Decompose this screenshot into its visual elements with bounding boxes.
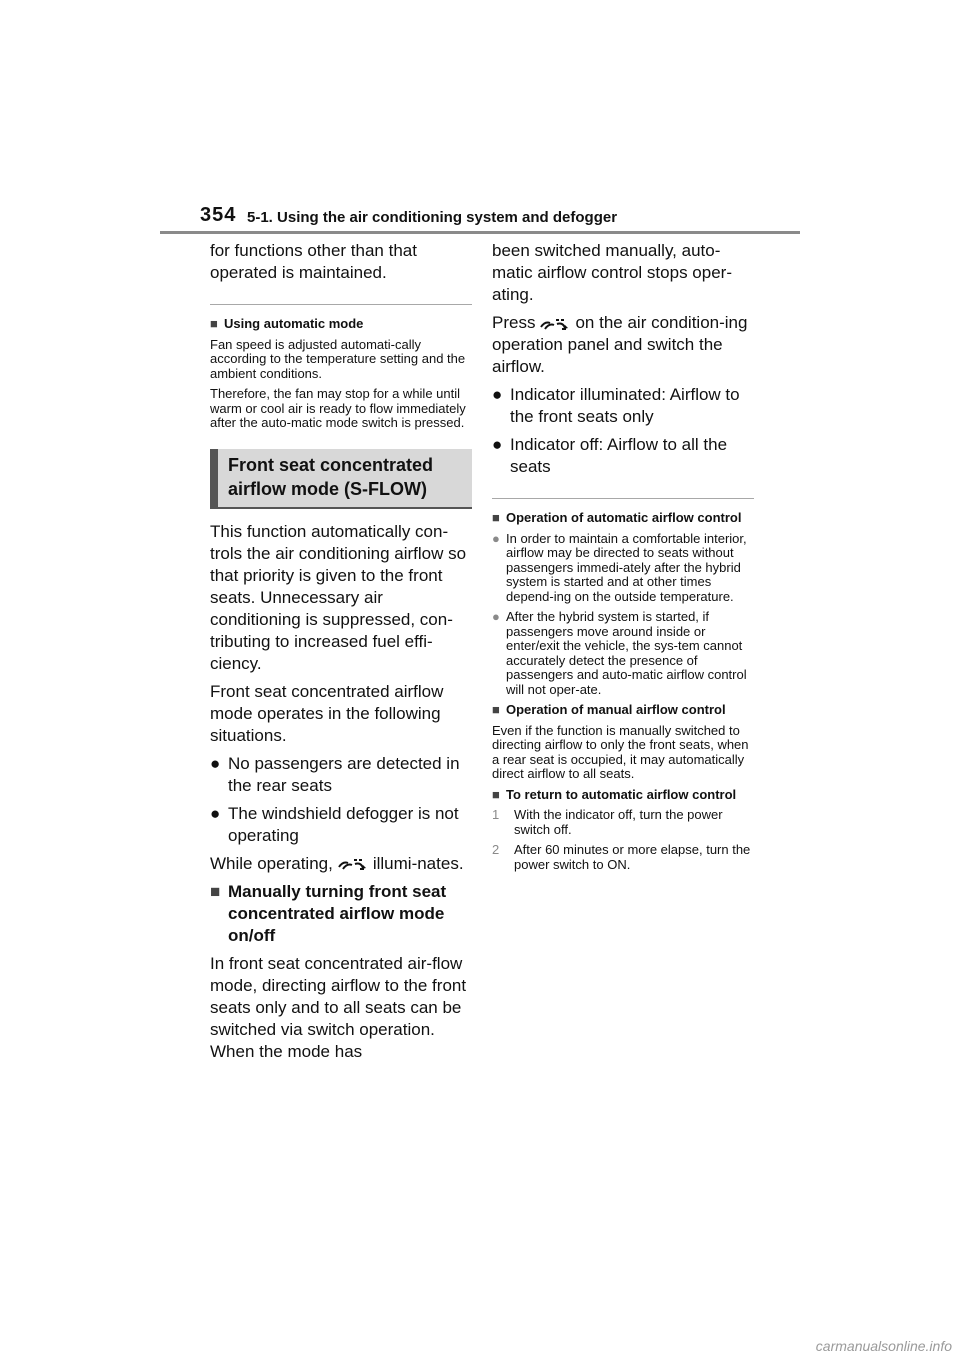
- section-title: Front seat concentrated airflow mode (S-FLOW): [228, 454, 434, 499]
- step-item: [492, 808, 754, 837]
- left-column: [210, 240, 472, 1069]
- return-auto-heading: [492, 788, 754, 803]
- while-operating-text: [210, 853, 472, 875]
- watermark: carmanualsonline.info: [815, 1338, 952, 1354]
- bullet-marker: ●: [492, 385, 503, 404]
- auto-control-heading: [492, 511, 754, 526]
- section-header: [210, 449, 472, 509]
- chapter-title: 5-1. Using the air conditioning system and defogger: [247, 209, 618, 226]
- s-flow-icon: [337, 857, 369, 871]
- square-marker: ■: [210, 316, 218, 331]
- description-2: Front seat concentrated airflow mode operates in the following situations.: [210, 681, 444, 745]
- manual-control-heading-text: Operation of manual airflow control: [506, 702, 726, 717]
- header-rule: [160, 231, 800, 234]
- step-number: 1: [492, 807, 500, 822]
- bullet-marker: ●: [210, 753, 221, 773]
- square-marker: ■: [492, 510, 500, 525]
- auto-control-heading-text: Operation of automatic airflow control: [506, 510, 742, 525]
- square-marker: ■: [492, 786, 500, 802]
- press-instruction: [492, 312, 754, 378]
- step-item: [492, 843, 754, 872]
- s-flow-icon: [539, 317, 571, 331]
- while-after: illumi-nates.: [372, 853, 464, 873]
- circle-marker: ●: [492, 530, 500, 546]
- bullet-marker: ●: [210, 803, 221, 823]
- auto-mode-text-2: Therefore, the fan may stop for a while until warm or cool air is ready to flow immediately after the auto-matic mode switch is pressed.: [210, 386, 466, 430]
- divider: [492, 498, 754, 499]
- indicator-item: [492, 434, 754, 478]
- press-before: Press: [492, 313, 536, 332]
- return-auto-heading-text: To return to automatic airflow control: [506, 786, 737, 802]
- auto-mode-heading: [210, 317, 472, 332]
- note-item: [492, 532, 754, 605]
- manual-control-text: Even if the function is manually switched to directing airflow to only the front seats, when a rear seat is occupied, it may automatically direct airflow to all seats.: [492, 722, 749, 781]
- square-marker: ■: [210, 881, 221, 901]
- auto-mode-text-1: Fan speed is adjusted automati-cally according to the temperature setting and the ambient conditions.: [210, 336, 466, 381]
- indicator-item: [492, 384, 754, 428]
- description-3: In front seat concentrated air-flow mode, directing airflow to the front seats only and to all seats can be switched via switch operation. When the mode has: [210, 953, 467, 1061]
- intro-text: for functions other than that operated is maintained.: [210, 241, 417, 282]
- condition-item: [210, 803, 472, 847]
- manual-heading-text: Manually turning front seat concentrated airflow mode on/off: [228, 881, 447, 945]
- indicator-text: Indicator off: Airflow to all the seats: [510, 435, 728, 476]
- condition-text: The windshield defogger is not operating: [228, 803, 459, 845]
- page-number: 354: [200, 204, 237, 226]
- description-1: This function automatically con-trols the air conditioning airflow so that priority is given to the front seats. Unnecessary air conditioning is suppressed, con-tributing to increased fuel effi-ciency.: [210, 521, 467, 673]
- indicator-text: Indicator illuminated: Airflow to the front seats only: [510, 385, 740, 426]
- note-item: [492, 610, 754, 697]
- step-text: With the indicator off, turn the power switch off.: [514, 807, 723, 837]
- step-text: After 60 minutes or more elapse, turn the power switch to ON.: [514, 842, 751, 872]
- press-after: on the air condition-ing operation panel and switch the airflow.: [492, 313, 748, 376]
- manual-control-heading: [492, 703, 754, 718]
- square-marker: ■: [492, 702, 500, 717]
- auto-mode-heading-text: Using automatic mode: [224, 316, 364, 331]
- note-text: After the hybrid system is started, if passengers move around inside or enter/exit the vehicle, the sys-tem cannot accurately detect the presence of passengers and auto-matic airflow control will not oper-ate.: [506, 609, 747, 697]
- right-column: [492, 240, 754, 878]
- step-number: 2: [492, 842, 500, 857]
- note-text: In order to maintain a comfortable interior, airflow may be directed to seats without passengers immedi-ately after the hybrid system is started and at other times depend-ing on the outside temperature.: [506, 530, 747, 604]
- divider: [210, 304, 472, 305]
- continued-text: been switched manually, auto-matic airflow control stops oper-ating.: [492, 241, 732, 304]
- condition-text: No passengers are detected in the rear seats: [228, 753, 460, 795]
- condition-item: [210, 753, 472, 797]
- bullet-marker: ●: [492, 435, 503, 454]
- manual-heading: [210, 881, 472, 947]
- while-before: While operating,: [210, 853, 333, 873]
- circle-marker: ●: [492, 609, 500, 624]
